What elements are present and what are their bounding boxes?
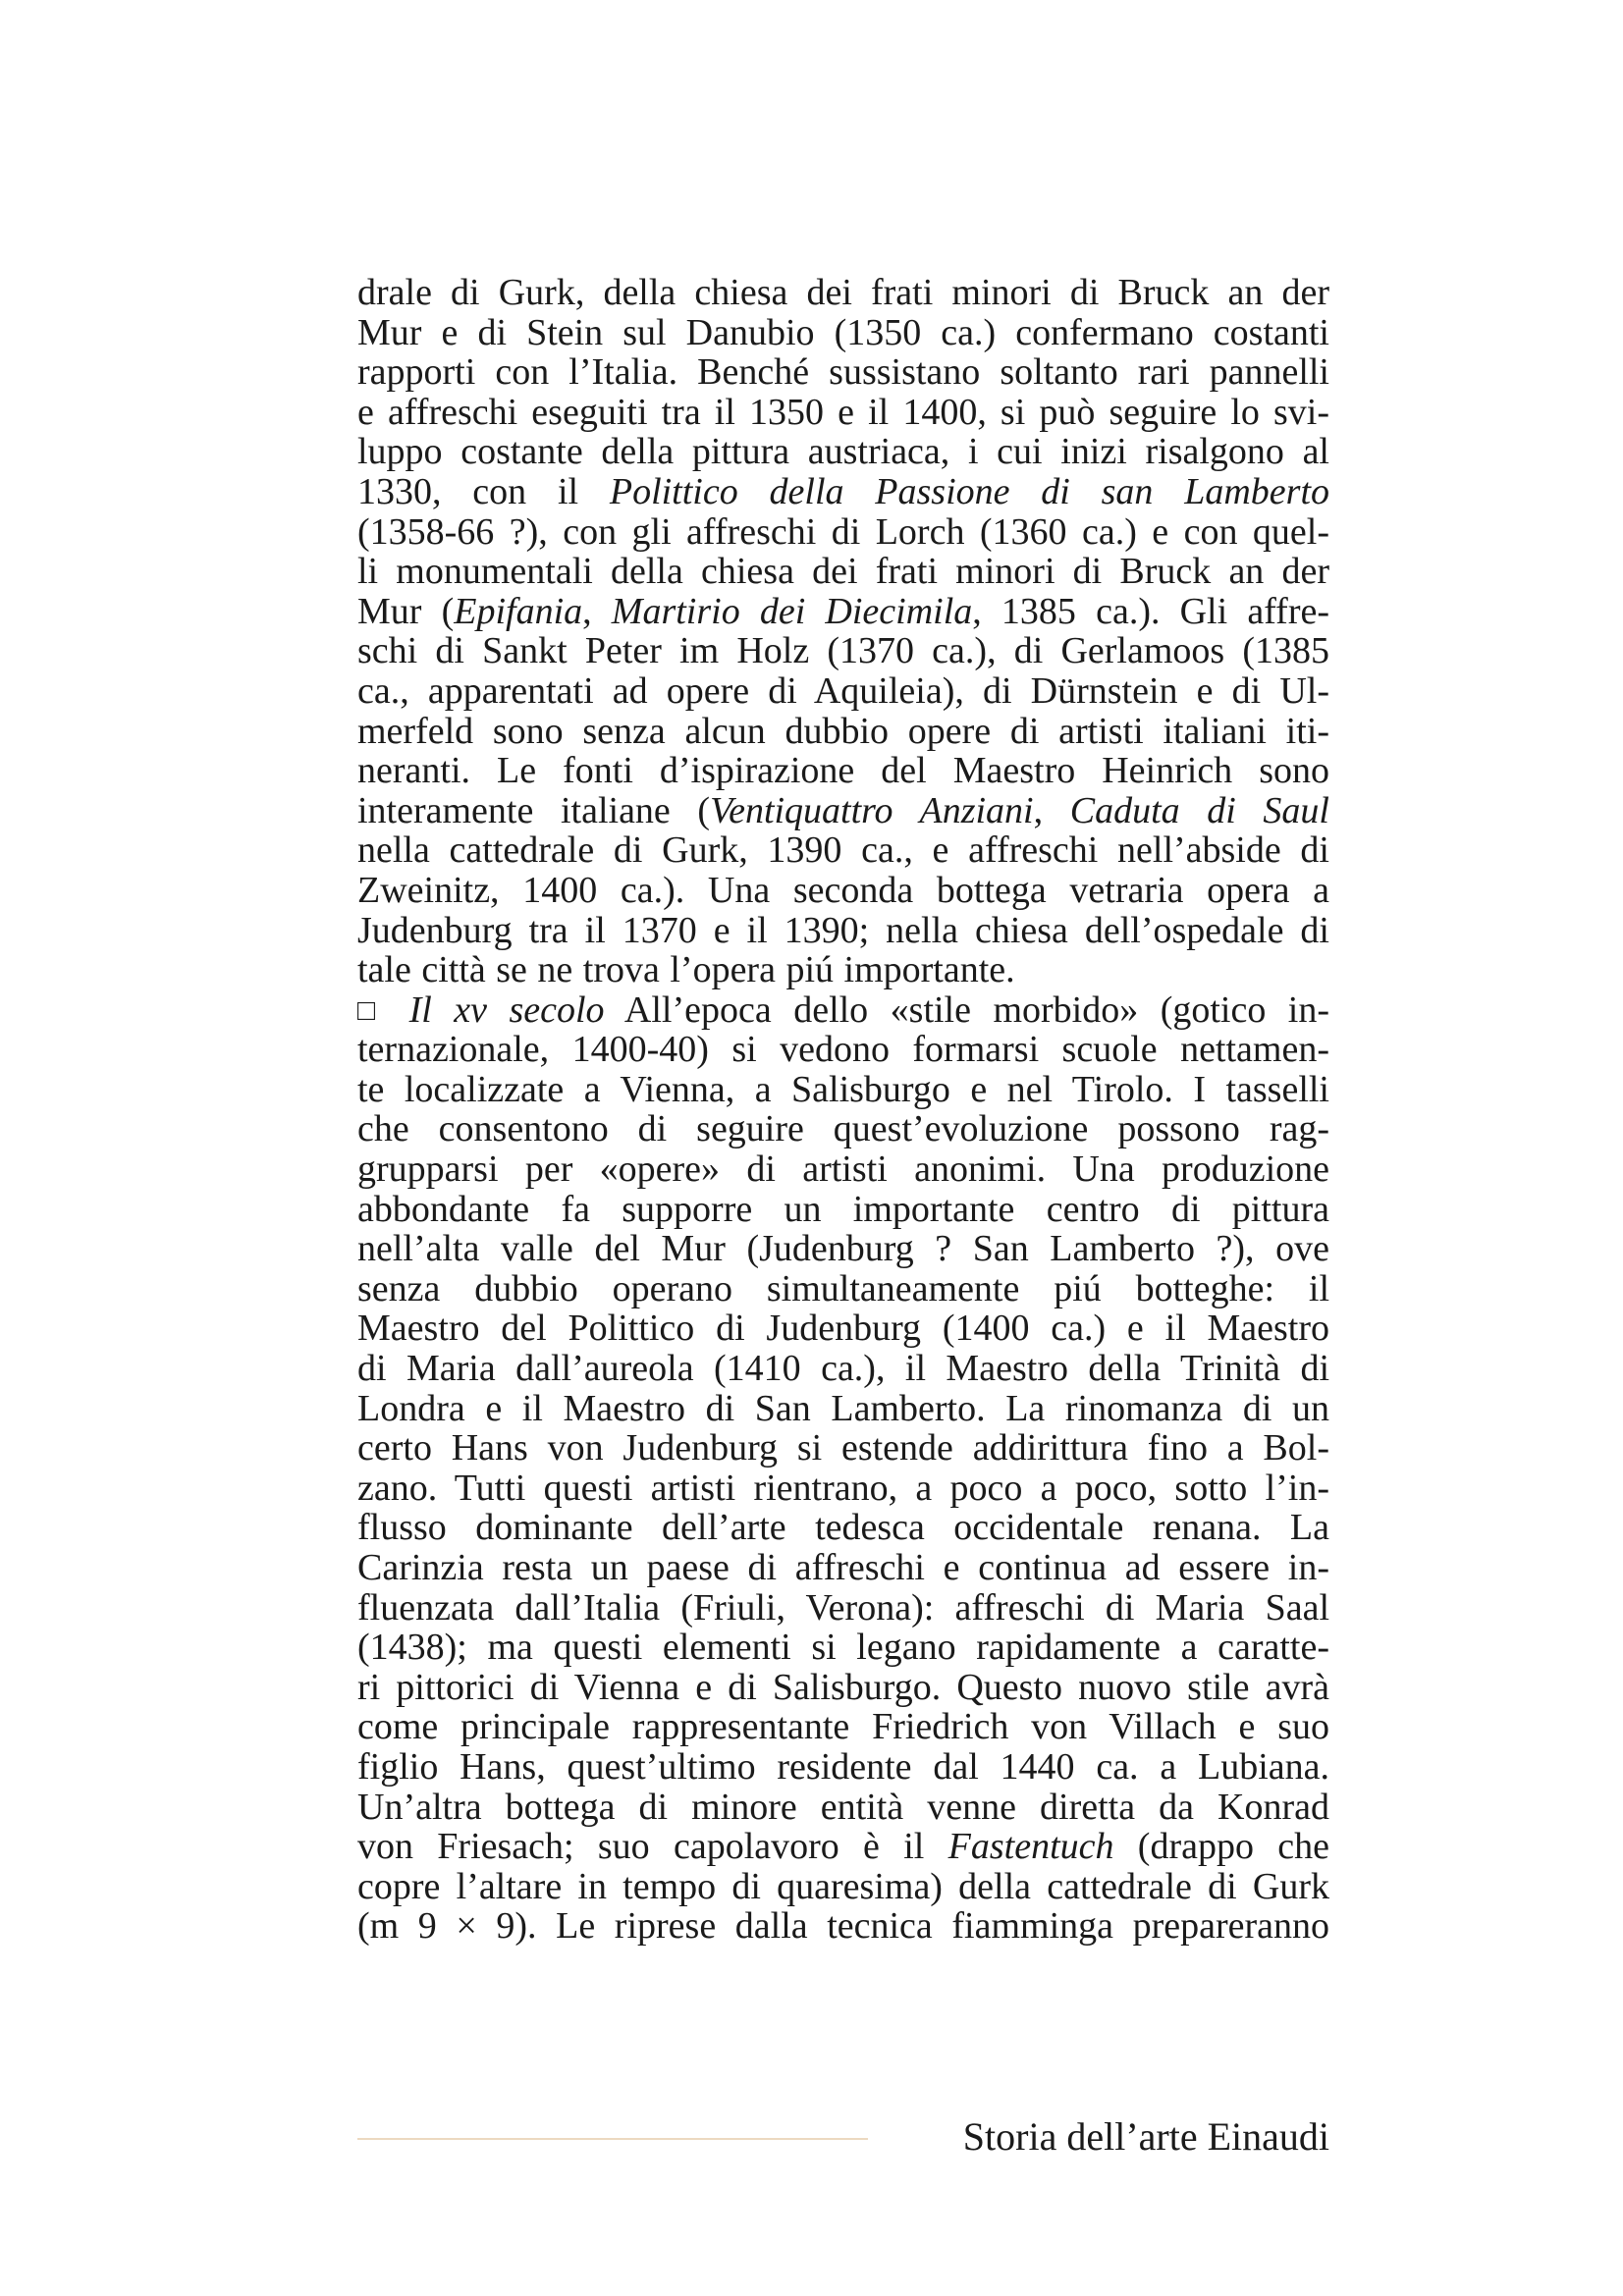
text-line [357, 950, 1329, 990]
text-line [357, 1906, 1329, 1947]
text-line [357, 1070, 1329, 1110]
text-line [357, 1628, 1329, 1668]
text-segment: nell’alta valle del Mur (Judenburg ? San Lamberto ?), ove [357, 1228, 1329, 1270]
section-marker-icon: □ [357, 993, 388, 1027]
text-segment: ri pittorici di Vienna e di Salisburgo. Questo nuovo stile avrà [357, 1666, 1329, 1708]
text-segment: copre l’altare in tempo di quaresima) della cattedrale di Gurk [357, 1865, 1329, 1907]
text-segment: nella cattedrale di Gurk, 1390 ca., e affreschi nell’abside di [357, 829, 1329, 872]
text-line [357, 791, 1329, 831]
text-segment: , 1385 ca.). Gli affre- [972, 590, 1329, 632]
text-line [357, 911, 1329, 951]
text-segment: zano. Tutti questi artisti rientrano, a poco a poco, sotto l’in- [357, 1467, 1329, 1509]
text-segment: Mur ( [357, 590, 455, 632]
text-segment: neranti. Le fonti d’ispirazione del Maestro Heinrich sono [357, 750, 1329, 792]
text-segment: senza dubbio operano simultaneamente piú botteghe: il [357, 1267, 1329, 1309]
text-line [357, 1149, 1329, 1190]
text-line [357, 472, 1329, 512]
text-segment: ternazionale, 1400-40) si vedono formarsi scuole nettamen- [357, 1029, 1329, 1071]
text-line [357, 1668, 1329, 1708]
italic-title: Polittico della Passione di san Lamberto [609, 470, 1329, 512]
text-segment: Mur e di Stein sul Danubio (1350 ca.) confermano costanti [357, 311, 1329, 353]
text-segment: (m 9 × 9). Le riprese dalla tecnica fiamminga prepareranno [357, 1905, 1329, 1948]
text-segment: grupparsi per «opere» di artisti anonimi. Una produzione [357, 1148, 1329, 1191]
text-line [357, 1508, 1329, 1548]
text-line [357, 1190, 1329, 1230]
text-line [357, 352, 1329, 393]
text-line [357, 1788, 1329, 1828]
text-segment: di Maria dall’aureola (1410 ca.), il Maestro della Trinità di [357, 1348, 1329, 1390]
text-segment: Zweinitz, 1400 ca.). Una seconda bottega vetraria opera a [357, 869, 1329, 911]
text-line [357, 871, 1329, 911]
text-segment: 1330, con il [357, 470, 610, 512]
text-segment: , [582, 590, 612, 632]
text-line [357, 552, 1329, 592]
text-segment: Londra e il Maestro di San Lamberto. La rinomanza di un [357, 1387, 1329, 1429]
italic-title: Fastentuch [947, 1826, 1114, 1868]
italic-title: Epifania [454, 590, 583, 632]
text-segment: , [1033, 789, 1070, 831]
text-segment: interamente italiane ( [357, 789, 711, 831]
text-segment: drale di Gurk, della chiesa dei frati minori di Bruck an der [357, 272, 1329, 313]
text-segment [387, 989, 408, 1031]
text-line [357, 1827, 1329, 1867]
text-segment: e affreschi eseguiti tra il 1350 e il 1400, si può seguire lo svi- [357, 391, 1329, 433]
text-segment: li monumentali della chiesa dei frati minori di Bruck an der [357, 551, 1329, 593]
text-line [357, 1349, 1329, 1389]
text-segment: Carinzia resta un paese di affreschi e continua ad essere in- [357, 1547, 1329, 1588]
text-line [357, 671, 1329, 712]
text-segment: fluenzata dall’Italia (Friuli, Verona): affreschi di Maria Saal [357, 1586, 1329, 1629]
body-text [357, 273, 1329, 1947]
text-segment: (drappo che [1113, 1826, 1329, 1868]
text-line [357, 1707, 1329, 1747]
italic-title: Il xv secolo [408, 988, 605, 1031]
text-line [357, 1109, 1329, 1149]
text-line [357, 1468, 1329, 1509]
text-line [357, 1389, 1329, 1429]
footer-title: Storia dell’arte Einaudi [962, 2114, 1329, 2159]
footer-rule [357, 2138, 868, 2140]
text-segment: come principale rappresentante Friedrich von Villach e suo [357, 1706, 1329, 1748]
text-segment: (1358-66 ?), con gli affreschi di Lorch (1360 ca.) e con quel- [357, 510, 1329, 553]
text-segment: figlio Hans, quest’ultimo residente dal 1440 ca. a Lubiana. [357, 1745, 1329, 1788]
text-line [357, 1588, 1329, 1629]
italic-title: Caduta di Saul [1069, 789, 1329, 831]
text-segment: che consentono di seguire quest’evoluzione possono rag- [357, 1108, 1329, 1150]
text-line [357, 751, 1329, 791]
text-line [357, 1229, 1329, 1269]
text-segment: Un’altra bottega di minore entità venne diretta da Konrad [357, 1786, 1329, 1828]
text-segment: abbondante fa supporre un importante centro di pittura [357, 1188, 1329, 1230]
text-line [357, 1428, 1329, 1468]
text-segment: merfeld sono senza alcun dubbio opere di artisti italiani iti- [357, 710, 1329, 752]
text-line [357, 592, 1329, 632]
italic-title: Ventiquattro Anziani [710, 789, 1034, 831]
text-line [357, 313, 1329, 353]
text-segment: rapporti con l’Italia. Benché sussistano soltanto rari pannelli [357, 351, 1329, 394]
text-segment: flusso dominante dell’arte tedesca occidentale renana. La [357, 1507, 1329, 1549]
text-line [357, 1747, 1329, 1788]
italic-title: Martirio dei Diecimila [611, 590, 973, 632]
text-line [357, 432, 1329, 472]
text-segment: von Friesach; suo capolavoro è il [357, 1826, 948, 1868]
text-segment: Maestro del Polittico di Judenburg (1400 ca.) e il Maestro [357, 1308, 1329, 1350]
text-line [357, 512, 1329, 553]
text-segment: luppo costante della pittura austriaca, i cui inizi risalgono al [357, 431, 1329, 473]
text-segment: te localizzate a Vienna, a Salisburgo e nel Tirolo. I tasselli [357, 1068, 1329, 1110]
text-line [357, 631, 1329, 671]
text-line [357, 1269, 1329, 1309]
text-segment: Judenburg tra il 1370 e il 1390; nella chiesa dell’ospedale di [357, 909, 1329, 951]
text-segment: ca., apparentati ad opere di Aquileia), di Dürnstein e di Ul- [357, 669, 1329, 712]
text-line [357, 273, 1329, 313]
text-line [357, 1867, 1329, 1907]
text-line [357, 1548, 1329, 1588]
text-segment: (1438); ma questi elementi si legano rapidamente a caratte- [357, 1627, 1329, 1669]
text-line [357, 393, 1329, 433]
text-line [357, 830, 1329, 871]
text-segment: tale città se ne trova l’opera piú importante. [357, 949, 1015, 991]
text-line [357, 990, 1329, 1031]
text-line [357, 1030, 1329, 1070]
text-line [357, 712, 1329, 752]
text-line [357, 1308, 1329, 1349]
text-segment: schi di Sankt Peter im Holz (1370 ca.), di Gerlamoos (1385 [357, 630, 1329, 672]
text-segment: certo Hans von Judenburg si estende addirittura fino a Bol- [357, 1427, 1329, 1469]
text-segment: All’epoca dello «stile morbido» (gotico in- [604, 988, 1330, 1031]
